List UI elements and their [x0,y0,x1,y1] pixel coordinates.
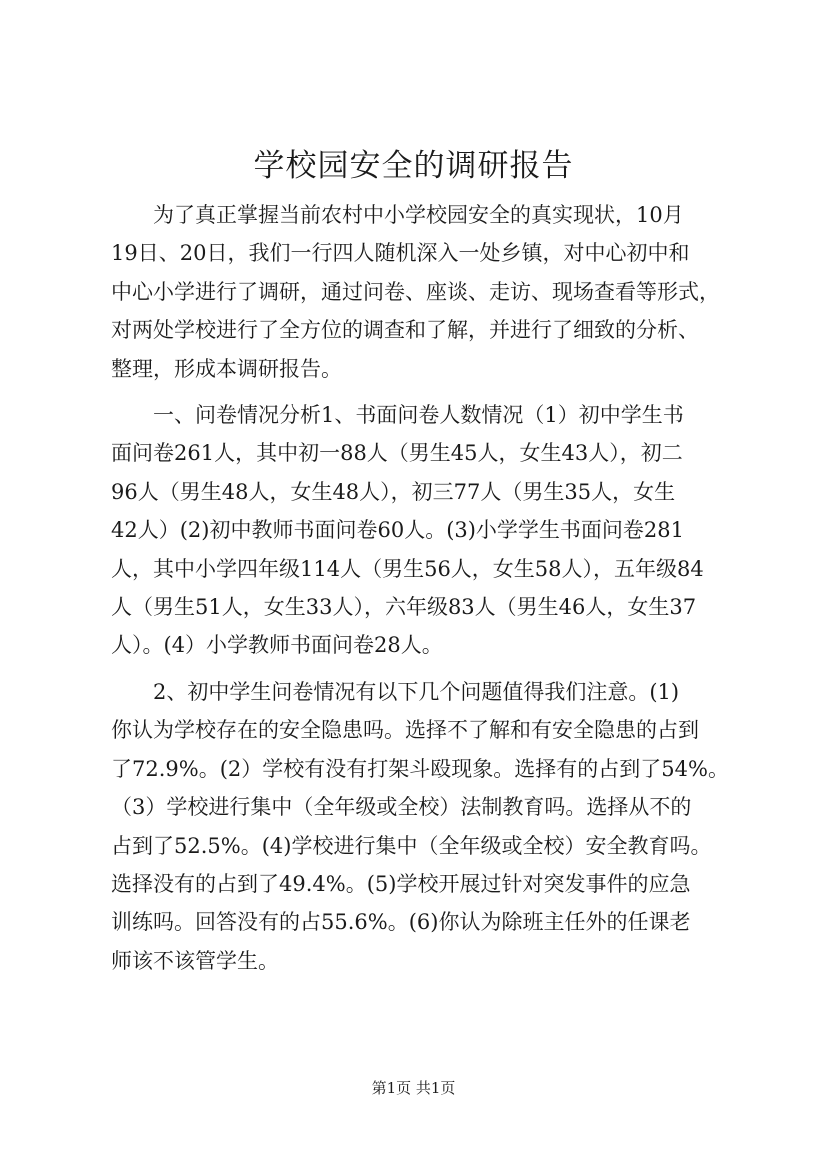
text-line: 人，其中小学四年级114人（男生56人，女生58人），五年级84 [111,556,704,581]
text-line: 人）。(4）小学教师书面问卷28人。 [111,633,443,658]
text-line: 19日、20日，我们一行四人随机深入一处乡镇，对中心初中和 [111,241,690,266]
text-line: 对两处学校进行了全方位的调查和了解，并进行了细致的分析、 [111,318,699,343]
text-line: 整理，形成本调研报告。 [111,356,342,381]
text-line: 人（男生51人，女生33人），六年级83人（男生46人，女生37 [111,595,697,620]
text-line: 占到了52.5%。(4)学校进行集中（全年级或全校）安全教育吗。 [111,833,712,858]
text-line: 你认为学校存在的安全隐患吗。选择不了解和有安全隐患的占到 [111,718,699,743]
text-line: 42人）(2)初中教师书面问卷60人。(3)小学学生书面问卷281 [111,518,685,543]
text-line: （3）学校进行集中（全年级或全校）法制教育吗。选择从不的 [111,795,692,820]
text-line: 了72.9%。(2）学校有没有打架斗殴现象。选择有的占到了54%。 [111,756,729,781]
paragraph-intro [111,196,751,388]
paragraph-survey-findings [111,673,751,980]
document-body [111,196,751,980]
text-line: 中心小学进行了调研，通过问卷、座谈、走访、现场查看等形式， [111,279,720,304]
document-title: 学校园安全的调研报告 [253,148,574,184]
text-line: 2、初中学生问卷情况有以下几个问题值得我们注意。(1) [111,679,680,704]
text-line: 训练吗。回答没有的占55.6%。(6)你认为除班主任外的任课老 [111,910,691,935]
paragraph-survey-counts [111,396,751,665]
text-line: 为了真正掌握当前农村中小学校园安全的真实现状，10月 [111,203,684,227]
text-line: 师该不该管学生。 [111,948,279,973]
text-line: 面问卷261人，其中初一88人（男生45人，女生43人），初二 [111,441,683,466]
text-line: 96人（男生48人，女生48人），初三77人（男生35人，女生 [111,479,676,504]
text-line: 一、问卷情况分析1、书面问卷人数情况（1）初中学生书 [111,403,684,428]
text-line: 选择没有的占到了49.4%。(5)学校开展过针对突发事件的应急 [111,871,691,896]
page-footer: 第1页 共1页 [371,1079,456,1097]
